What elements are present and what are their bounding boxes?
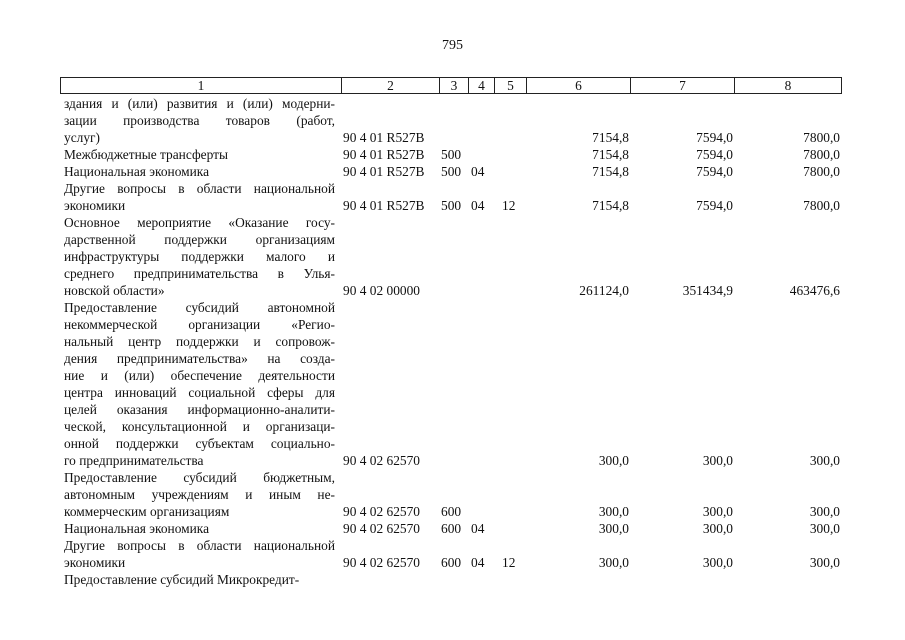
header-col-6: 6	[527, 78, 631, 93]
row-value-col7: 300,0	[702, 521, 733, 536]
table-row-line	[0, 503, 905, 520]
table-row-line	[0, 401, 905, 418]
row-description-line: Предоставление субсидий автономной	[64, 300, 335, 315]
row-description-line: экономики	[64, 198, 126, 213]
row-value-col6: 7154,8	[592, 147, 629, 162]
row-value-col8: 300,0	[809, 504, 840, 519]
row-description-line: Другие вопросы в области национальной	[64, 538, 335, 553]
table-row-line	[0, 554, 905, 571]
row-description-line: центра инноваций социальной сферы для	[64, 385, 335, 400]
row-description-line: Другие вопросы в области национальной	[64, 181, 335, 196]
table-row-line	[0, 316, 905, 333]
row-code: 90 4 02 62570	[343, 555, 420, 570]
row-description-line: услуг)	[64, 130, 100, 145]
row-code: 90 4 01 R527B	[343, 147, 425, 162]
table-header	[60, 77, 842, 94]
row-description-line: Межбюджетные трансферты	[64, 147, 228, 162]
row-expense-type: 600	[441, 504, 462, 519]
row-value-col7: 300,0	[702, 555, 733, 570]
table-row-line	[0, 163, 905, 180]
row-value-col8: 300,0	[809, 453, 840, 468]
table-row-line	[0, 571, 905, 588]
row-description-line: новской области»	[64, 283, 165, 298]
table-row-line	[0, 486, 905, 503]
row-value-col8: 7800,0	[803, 164, 840, 179]
row-description-line: Предоставление субсидий Микрокредит-	[64, 572, 300, 587]
row-value-col7: 7594,0	[696, 198, 733, 213]
row-value-col6: 261124,0	[579, 283, 629, 298]
row-value-col7: 7594,0	[696, 130, 733, 145]
row-description-line: здания и (или) развития и (или) модерни-	[64, 96, 335, 111]
table-row-line	[0, 197, 905, 214]
table-row-line	[0, 129, 905, 146]
row-value-col8: 463476,6	[789, 283, 840, 298]
row-code: 90 4 02 62570	[343, 521, 420, 536]
row-description-line: среднего предпринимательства в Улья-	[64, 266, 335, 281]
row-code: 90 4 02 00000	[343, 283, 420, 298]
header-col-8: 8	[784, 78, 792, 93]
header-col-1: 1	[61, 78, 342, 93]
row-description-line: коммерческим организациям	[64, 504, 230, 519]
row-section: 04	[471, 521, 485, 536]
table-row-line	[0, 95, 905, 112]
table-row-line	[0, 112, 905, 129]
table-row-line	[0, 180, 905, 197]
row-description-line: экономики	[64, 555, 126, 570]
header-col-3: 3	[440, 78, 469, 93]
row-expense-type: 600	[441, 521, 462, 536]
header-col-2: 2	[342, 78, 440, 93]
row-code: 90 4 02 62570	[343, 453, 420, 468]
row-description-line: некоммерческой организации «Регио-	[64, 317, 335, 332]
row-section: 04	[471, 164, 485, 179]
row-expense-type: 500	[441, 164, 462, 179]
row-description-line: ческой, консультационной и организаци-	[64, 419, 335, 434]
row-section: 04	[471, 555, 485, 570]
row-code: 90 4 02 62570	[343, 504, 420, 519]
row-value-col6: 7154,8	[592, 164, 629, 179]
row-code: 90 4 01 R527B	[343, 164, 425, 179]
table-row-line	[0, 384, 905, 401]
table-row-line	[0, 214, 905, 231]
row-description-line: инфраструктуры поддержки малого и	[64, 249, 335, 264]
page-number: 795	[442, 38, 463, 53]
row-expense-type: 500	[441, 147, 462, 162]
row-value-col7: 7594,0	[696, 164, 733, 179]
header-col-7: 7	[631, 78, 735, 93]
row-description-line: нальный центр поддержки и сопровож-	[64, 334, 335, 349]
row-value-col6: 300,0	[598, 555, 629, 570]
row-description-line: дения предпринимательства» на созда-	[64, 351, 335, 366]
row-value-col7: 7594,0	[696, 147, 733, 162]
row-description-line: зации производства товаров (работ,	[64, 113, 335, 128]
table-row-line	[0, 231, 905, 248]
table-row-line	[0, 520, 905, 537]
table-row-line	[0, 282, 905, 299]
row-value-col7: 351434,9	[682, 283, 733, 298]
header-col-4: 4	[469, 78, 495, 93]
header-col-5: 5	[495, 78, 527, 93]
table-row-line	[0, 469, 905, 486]
row-value-col8: 300,0	[809, 555, 840, 570]
row-description-line: Основное мероприятие «Оказание госу-	[64, 215, 335, 230]
table-row-line	[0, 299, 905, 316]
row-section: 04	[471, 198, 485, 213]
table-row-line	[0, 333, 905, 350]
row-expense-type: 500	[441, 198, 462, 213]
row-description-line: Национальная экономика	[64, 521, 210, 536]
table-row-line	[0, 418, 905, 435]
row-description-line: онной поддержки субъектам социально-	[64, 436, 335, 451]
row-description-line: дарственной поддержки организациям	[64, 232, 335, 247]
table-row-line	[0, 248, 905, 265]
row-value-col8: 7800,0	[803, 130, 840, 145]
row-value-col7: 300,0	[702, 453, 733, 468]
row-description-line: автономным учреждениям и иным не-	[64, 487, 335, 502]
table-row-line	[0, 146, 905, 163]
row-description-line: ние и (или) обеспечение деятельности	[64, 368, 335, 383]
row-value-col6: 300,0	[598, 504, 629, 519]
table-row-line	[0, 350, 905, 367]
table-row-line	[0, 265, 905, 282]
table-row-line	[0, 367, 905, 384]
row-value-col6: 7154,8	[592, 130, 629, 145]
row-value-col7: 300,0	[702, 504, 733, 519]
row-expense-type: 600	[441, 555, 462, 570]
table-row-line	[0, 435, 905, 452]
row-value-col6: 300,0	[598, 453, 629, 468]
row-value-col8: 7800,0	[803, 147, 840, 162]
row-code: 90 4 01 R527B	[343, 198, 425, 213]
row-value-col8: 300,0	[809, 521, 840, 536]
row-value-col6: 300,0	[598, 521, 629, 536]
table-row-line	[0, 537, 905, 554]
row-description-line: Предоставление субсидий бюджетным,	[64, 470, 335, 485]
row-description-line: Национальная экономика	[64, 164, 210, 179]
row-description-line: го предпринимательства	[64, 453, 204, 468]
row-code: 90 4 01 R527B	[343, 130, 425, 145]
row-subsection: 12	[502, 555, 516, 570]
table-row-line	[0, 452, 905, 469]
row-value-col8: 7800,0	[803, 198, 840, 213]
row-subsection: 12	[502, 198, 516, 213]
row-description-line: целей оказания информационно-аналити-	[64, 402, 335, 417]
row-value-col6: 7154,8	[592, 198, 629, 213]
